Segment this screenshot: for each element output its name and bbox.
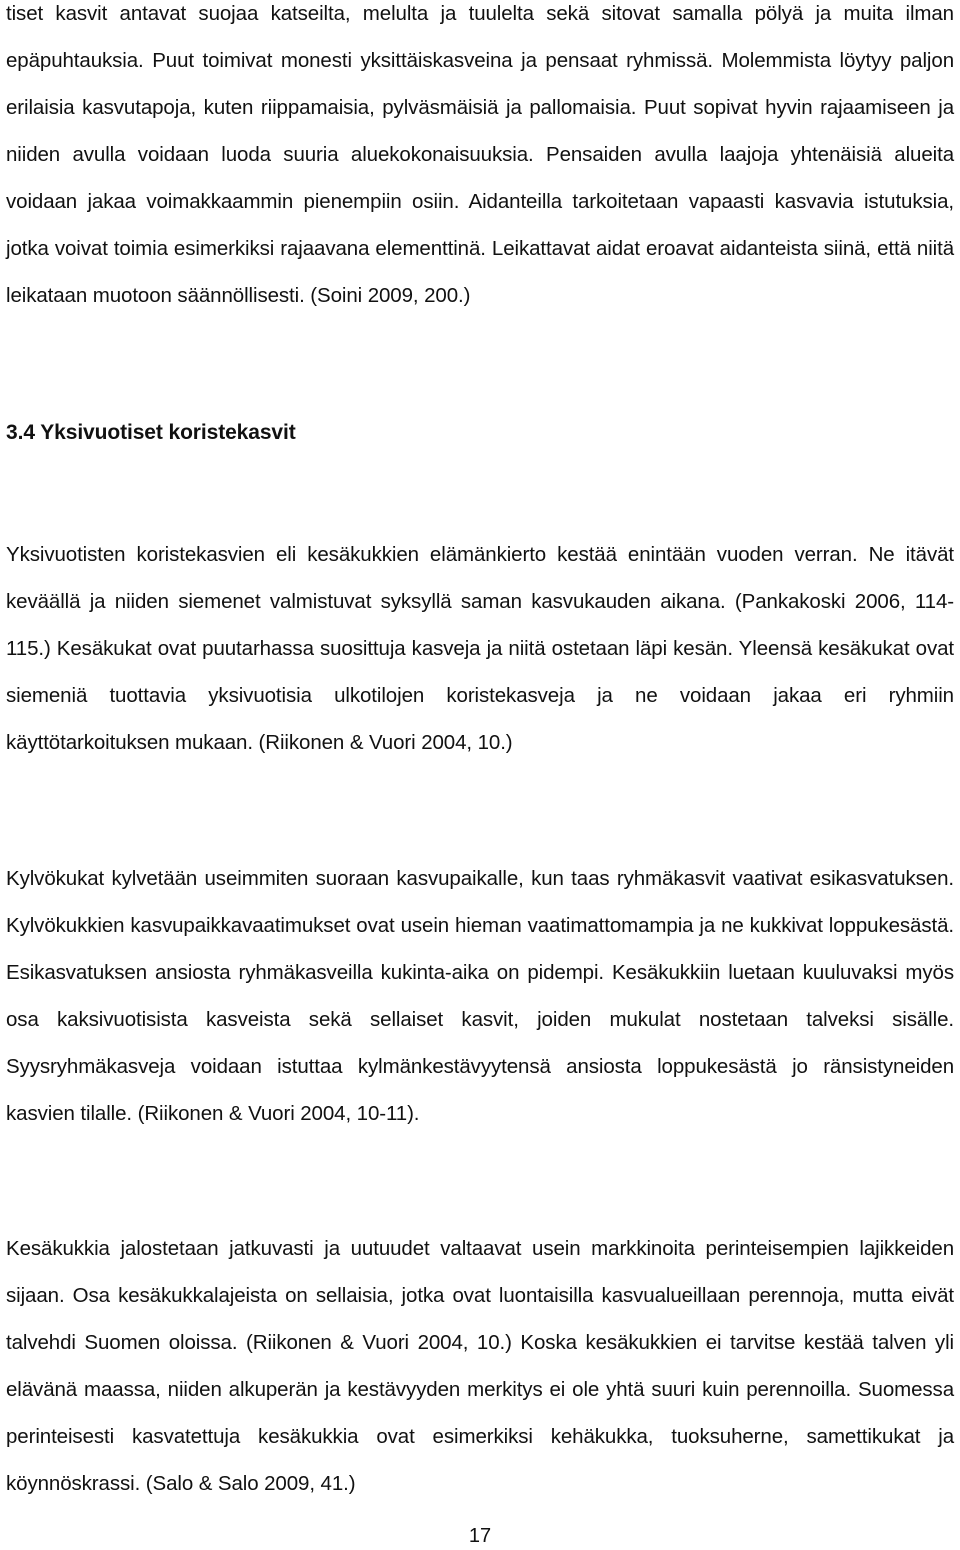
- section-heading: 3.4 Yksivuotiset koristekasvit: [6, 421, 296, 444]
- paragraph-sowing-flowers: Kylvökukat kylvetään useimmiten suoraan kasvupaikalle, kun taas ryhmäkasvit vaativat esikasvatuksen. Kylvökukkien kasvupaikkavaatimukset ovat usein hieman vaatimattomampia ja ne kukkivat loppukesästä. Esikasvatuksen ansiosta ryhmäkasveilla kukinta-aika on pidempi. Kesäkukkiin luetaan kuuluvaksi myös osa kaksivuotisista kasveista sekä sellaiset kasvit, joiden mukulat nostetaan talveksi sisälle. Syysryhmäkasveja voidaan istuttaa kylmänkestävyytensä ansiosta loppukesästä jo ränsistyneiden kasvien tilalle. (Riikonen & Vuori 2004, 10-11).: [6, 867, 954, 1125]
- paragraph-annuals: Yksivuotisten koristekasvien eli kesäkukkien elämänkierto kestää enintään vuoden verran. Ne itävät keväällä ja niiden siemenet valmistuvat syksyllä saman kasvukauden aikana. (Pankakoski 2006, 114-115.) Kesäkukat ovat puutarhassa suosittuja kasveja ja niitä ostetaan läpi kesän. Yleensä kesäkukat ovat siemeniä tuottavia yksivuotisia ulkotilojen koristekasveja ja ne voidaan jakaa eri ryhmiin käyttötarkoituksen mukaan. (Riikonen & Vuori 2004, 10.): [6, 543, 954, 754]
- page-number: 17: [468, 1525, 492, 1547]
- paragraph-breeding: Kesäkukkia jalostetaan jatkuvasti ja uutuudet valtaavat usein markkinoita perinteisempien lajikkeiden sijaan. Osa kesäkukkalajeista on sellaisia, jotka ovat luontaisilla kasvualueillaan perennoja, mutta eivät talvehdi Suomen oloissa. (Riikonen & Vuori 2004, 10.) Koska kesäkukkien ei tarvitse kestää talven yli elävänä maassa, niiden alkuperän ja kestävyyden merkitys ei ole yhtä suuri kuin perennoilla. Suomessa perinteisesti kasvatettuja kesäkukkia ovat esimerkiksi kehäkukka, tuoksuherne, samettikukat ja köynnöskrassi. (Salo & Salo 2009, 41.): [6, 1237, 954, 1495]
- paragraph-intro: tiset kasvit antavat suojaa katseilta, melulta ja tuulelta sekä sitovat samalla pölyä ja muita ilman epäpuhtauksia. Puut toimivat monesti yksittäiskasveina ja pensaat ryhmissä. Molemmista löytyy paljon erilaisia kasvutapoja, kuten riippamaisia, pylväsmäisiä ja pallomaisia. Puut sopivat hyvin rajaamiseen ja niiden avulla voidaan luoda suuria aluekokonaisuuksia. Pensaiden avulla laajoja yhtenäisiä alueita voidaan jakaa voimakkaammin pienempiin osiin. Aidanteilla tarkoitetaan vapaasti kasvavia istutuksia, jotka voivat toimia esimerkiksi rajaavana elementtinä. Leikattavat aidat eroavat aidanteista siinä, että niitä leikataan muotoon säännöllisesti. (Soini 2009, 200.): [6, 2, 954, 307]
